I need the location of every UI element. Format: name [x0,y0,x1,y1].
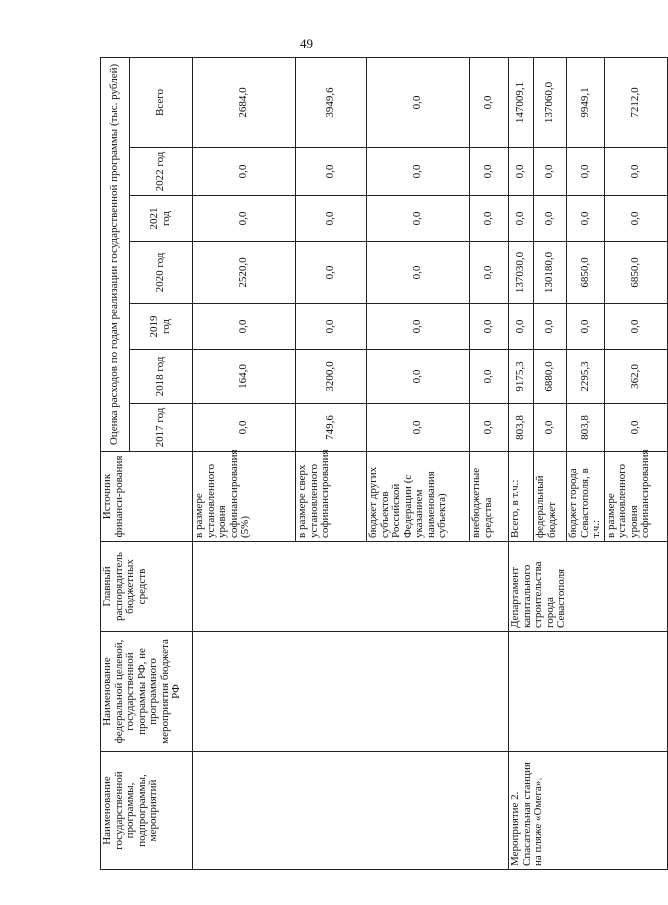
cell-source: бюджет других субъектов Российской Федерации (с указанием наименования субъекта) [367,452,470,542]
cell-value: 0,0 [296,242,367,304]
cell-value: 0,0 [604,304,667,350]
cell-value: 164,0 [193,350,296,404]
cell-value: 0,0 [534,304,567,350]
cell-value: 0,0 [367,196,470,242]
cell-value: 0,0 [296,148,367,196]
cell-value: 0,0 [534,404,567,452]
cell-source: в размере сверх установленного софинансирования [296,452,367,542]
header-distributor: Главный распорядитель бюджетных средств [101,542,193,632]
header-expense-group: Оценка расходов по годам реализации государственной программы (тыс. рублей) [101,58,130,452]
cell-value: 0,0 [534,148,567,196]
cell-value: 2295,3 [567,350,605,404]
cell-value: 0,0 [470,148,509,196]
cell-value: 0,0 [470,242,509,304]
cell-program [193,752,509,870]
budget-table [100,57,668,870]
cell-value: 0,0 [193,304,296,350]
cell-source: Всего, в т.ч.: [509,452,534,542]
header-year: 2019 год [130,304,193,350]
cell-value: 0,0 [604,404,667,452]
cell-total: 3949,6 [296,58,367,148]
cell-value: 130180,0 [534,242,567,304]
header-year: 2018 год [130,350,193,404]
cell-value: 6850,0 [567,242,605,304]
cell-value: 803,8 [509,404,534,452]
cell-value: 0,0 [509,148,534,196]
cell-value: 3200,0 [296,350,367,404]
cell-federal-program [509,632,668,752]
cell-distributor: Департамент капитального строительства города Севастополя [509,542,668,632]
header-year: 2020 год [130,242,193,304]
cell-value: 0,0 [470,350,509,404]
cell-value: 137030,0 [509,242,534,304]
cell-source: в размере установленного уровня софинансирования [604,452,667,542]
cell-value: 9175,3 [509,350,534,404]
cell-value: 6850,0 [604,242,667,304]
header-year: 2022 год [130,148,193,196]
cell-value: 0,0 [604,148,667,196]
cell-value: 0,0 [567,304,605,350]
header-federal-program: Наименование федеральной целевой, государственной программы РФ, не программного мероприятия бюджета РФ [101,632,193,752]
cell-total: 9949,1 [567,58,605,148]
table-row [509,58,534,870]
cell-program: Мероприятие 2. Спасательная станция на пляже «Омега» [509,752,668,870]
cell-value: 362,0 [604,350,667,404]
cell-distributor [193,542,509,632]
cell-value: 0,0 [193,148,296,196]
cell-value: 0,0 [296,196,367,242]
cell-value: 749,6 [296,404,367,452]
scan-dot [540,778,542,780]
table-row [193,58,296,870]
cell-source: в размере установленного уровня софинансирования (5%) [193,452,296,542]
header-program: Наименование государственной программы, подпрограммы, мероприятий [101,752,193,870]
cell-value: 0,0 [367,242,470,304]
cell-value: 0,0 [296,304,367,350]
cell-value: 0,0 [534,196,567,242]
cell-value: 0,0 [367,350,470,404]
cell-value: 0,0 [367,304,470,350]
cell-value: 0,0 [567,196,605,242]
cell-value: 0,0 [509,196,534,242]
cell-value: 0,0 [193,404,296,452]
cell-total: 2684,0 [193,58,296,148]
rotated-table-wrapper [100,58,652,870]
cell-value: 0,0 [367,148,470,196]
cell-total: 147009,1 [509,58,534,148]
cell-source: федеральный бюджет [534,452,567,542]
cell-value: 803,8 [567,404,605,452]
cell-value: 6880,0 [534,350,567,404]
cell-value: 0,0 [604,196,667,242]
header-year: 2021 год [130,196,193,242]
cell-value: 0,0 [509,304,534,350]
cell-value: 0,0 [470,196,509,242]
cell-total: 0,0 [367,58,470,148]
cell-federal-program [193,632,509,752]
cell-value: 0,0 [470,404,509,452]
cell-value: 2520,0 [193,242,296,304]
cell-value: 0,0 [193,196,296,242]
header-source: Источник финанси-рования [101,452,193,542]
cell-total: 0,0 [470,58,509,148]
header-year: 2017 год [130,404,193,452]
page-number: 49 [300,36,313,51]
cell-total: 7212,0 [604,58,667,148]
cell-source: внебюджетные средства [470,452,509,542]
cell-value: 0,0 [470,304,509,350]
cell-source: бюджет города Севастополя, в т.ч.: [567,452,605,542]
cell-total: 137060,0 [534,58,567,148]
cell-value: 0,0 [367,404,470,452]
header-total: Всего [130,58,193,148]
cell-value: 0,0 [567,148,605,196]
